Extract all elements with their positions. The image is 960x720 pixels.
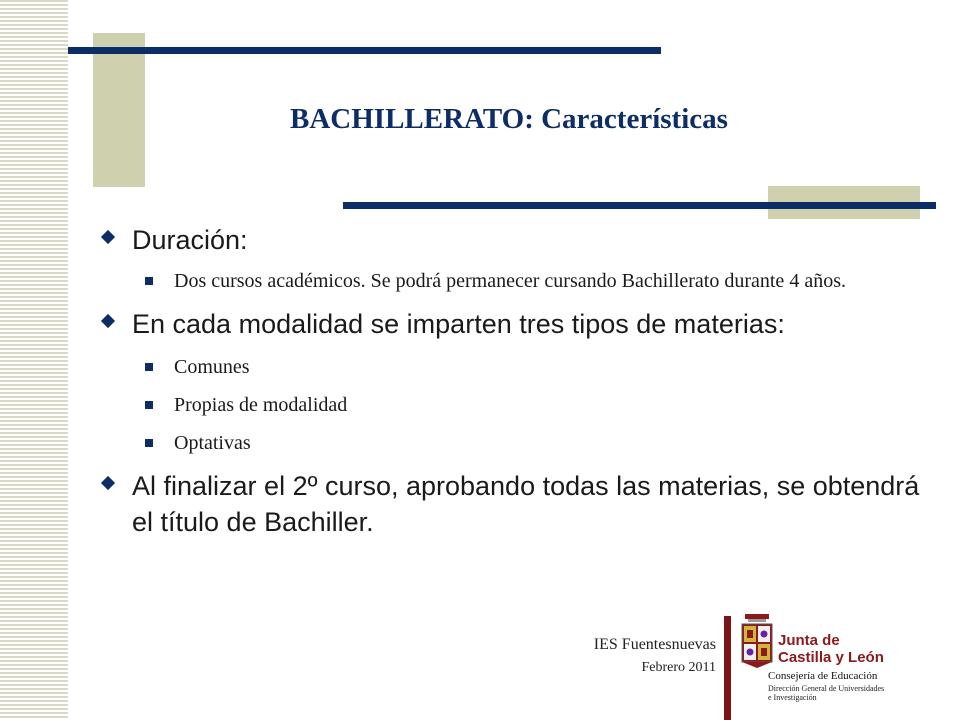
bullet-item-duracion (100, 222, 920, 258)
footer-divider (724, 616, 731, 720)
sub-bullet-item-optativas (100, 430, 920, 456)
sub-bullet-text: Propias de modalidad (174, 394, 348, 416)
sub-bullet-text: Optativas (174, 432, 251, 454)
logo-line1: Junta de (778, 632, 840, 649)
logo-line2: Castilla y León (778, 649, 884, 666)
bullet-text: Al finalizar el 2º curso, aprobando todas las materias, se obtendrá el título de Bachiller. (132, 471, 920, 537)
logo-direction-line2: e Investigación (768, 693, 817, 702)
slide-title: BACHILLERATO: Características (290, 103, 728, 135)
bullet-text: En cada modalidad se imparten tres tipos de materias: (132, 309, 785, 339)
logo-department: Consejería de Educación (768, 670, 878, 682)
square-bullet-icon (145, 277, 153, 285)
footer-school: IES Fuentesnuevas (593, 636, 716, 653)
sub-bullet-item-propias (100, 392, 920, 418)
sub-bullet-item-comunes (100, 354, 920, 380)
sub-bullet-text: Comunes (174, 356, 250, 378)
logo-wordmark (778, 632, 884, 666)
coat-of-arms-icon (740, 614, 774, 668)
square-bullet-icon (145, 363, 153, 371)
bullet-item-titulo (100, 468, 920, 540)
diamond-bullet-icon (101, 314, 115, 328)
junta-logo (740, 614, 950, 718)
sub-bullet-text: Dos cursos académicos. Se podrá permanecer cursando Bachillerato durante 4 años. (174, 270, 846, 292)
top-bar-decoration (68, 47, 661, 54)
mid-bar-decoration (343, 202, 936, 209)
logo-direction (768, 684, 884, 702)
footer-date: Febrero 2011 (641, 660, 716, 675)
square-bullet-icon (145, 401, 153, 409)
top-left-block-decoration (93, 33, 145, 187)
bullet-text: Duración: (132, 225, 248, 255)
logo-direction-line1: Dirección General de Universidades (768, 684, 885, 693)
left-stripes-decoration (0, 0, 68, 720)
diamond-bullet-icon (101, 476, 115, 490)
diamond-bullet-icon (101, 230, 115, 244)
square-bullet-icon (145, 439, 153, 447)
slide-content (100, 222, 920, 540)
bullet-item-modalidad (100, 306, 920, 342)
sub-bullet-item-cursos (100, 268, 920, 294)
